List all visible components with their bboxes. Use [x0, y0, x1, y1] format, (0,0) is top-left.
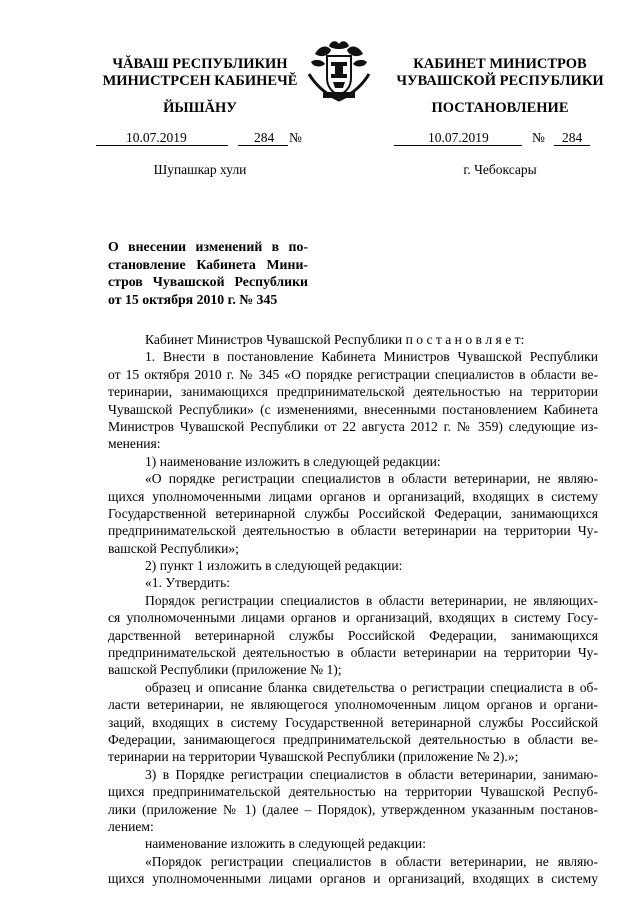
date-underline-left — [96, 145, 228, 146]
body-line: ласти ветеринарии, не являющегося уполномоченным лицом органов и органи- — [108, 697, 598, 713]
date-underline-right — [394, 145, 522, 146]
body-line: менения: — [108, 436, 161, 452]
body-line: Министров Чувашской Республики от 22 августа 2012 г. № 359) следующие из- — [108, 418, 598, 434]
header-right-line-2: ЧУВАШСКОЙ РЕСПУБЛИКИ — [396, 73, 604, 89]
body-line: теринарии, занимающихся предпринимательской деятельностью на территории — [108, 384, 598, 400]
number-sign-right: № — [532, 130, 545, 145]
header-right-line-1: КАБИНЕТ МИНИСТРОВ — [413, 56, 587, 72]
subject-line: О внесении изменений в по- — [108, 239, 308, 254]
number-left: 284 — [254, 130, 275, 145]
subject-line: стров Чувашской Республики — [108, 274, 308, 289]
body-line: «1. Утвердить: — [145, 575, 231, 591]
body-line: Государственной ветеринарной службы Российской Федерации, занимающихся — [108, 505, 598, 521]
document-body — [108, 331, 598, 888]
body-line: 3) в Порядке регистрации специалистов в области ветеринарии, занимаю- — [145, 766, 598, 782]
body-line: теринарии на территории Чувашской Республики (приложение № 2).»; — [108, 749, 519, 765]
body-line: образец и описание бланка свидетельства о регистрации специалиста в об- — [145, 679, 598, 695]
date-line-left — [96, 130, 311, 146]
body-line: дарственной ветеринарной службы Российской Федерации, занимающихся — [108, 627, 598, 643]
document-subject — [108, 238, 308, 308]
subject-line: становление Кабинета Мини- — [108, 256, 308, 272]
body-line: Чувашской Республики» (с изменениями, внесенными постановлением Кабинета — [108, 401, 598, 417]
number-underline-left — [238, 145, 288, 146]
date-left: 10.07.2019 — [126, 130, 187, 145]
number-sign-left: № — [289, 130, 302, 145]
doc-type-right: ПОСТАНОВЛЕНИЕ — [431, 100, 569, 116]
body-line: Кабинет Министров Чувашской Республики п о с т а н о в л я е т: — [145, 332, 525, 347]
body-line: 2) пункт 1 изложить в следующей редакции: — [145, 558, 403, 574]
body-line: «Порядок регистрации специалистов в области ветеринарии, не являю- — [145, 853, 598, 869]
body-line: вашской Республики (приложение № 1); — [108, 662, 342, 678]
body-line: вашской Республики»; — [108, 540, 239, 556]
body-line: от 15 октября 2010 г. № 345 «О порядке регистрации специалистов в области ве- — [108, 366, 598, 382]
number-right: 284 — [562, 130, 583, 145]
date-line-right — [394, 130, 594, 146]
coat-of-arms-icon — [305, 40, 373, 102]
header-left-block — [95, 56, 305, 90]
body-line: лением: — [108, 818, 154, 834]
body-line: предпринимательской деятельностью в области ветеринарии на территории Чу- — [108, 523, 598, 539]
city-right: г. Чебоксары — [463, 162, 537, 177]
body-line: щихся уполномоченными лицами органов и организаций, входящих в систему — [108, 871, 598, 887]
body-line: наименование изложить в следующей редакции: — [145, 836, 426, 852]
body-line: Порядок регистрации специалистов в области ветеринарии, не являющих- — [145, 592, 598, 608]
body-line: «О порядке регистрации специалистов в области ветеринарии, не являю- — [145, 471, 598, 487]
body-line: ся уполномоченными лицами органов и организаций, входящих в систему Госу- — [108, 610, 598, 626]
doc-type-left: ЙЫШĂНУ — [163, 100, 237, 116]
number-underline-right — [554, 145, 590, 146]
subject-line: от 15 октября 2010 г. № 345 — [108, 291, 278, 307]
date-right: 10.07.2019 — [428, 130, 489, 145]
body-line: 1. Внести в постановление Кабинета Министров Чувашской Республики — [145, 349, 598, 365]
header-right-block — [385, 56, 615, 90]
header-left-line-1: ЧĂВАШ РЕСПУБЛИКИН — [112, 56, 288, 72]
body-line: Федерации, занимающегося предпринимательской деятельностью в области ве- — [108, 731, 598, 747]
body-line: лики (приложение № 1) (далее – Порядок), утвержденном указанным постанов- — [108, 801, 598, 817]
body-line: заций, входящих в систему Государственной ветеринарной службы Российской — [108, 714, 598, 730]
city-left: Шупашкар хули — [153, 162, 247, 177]
body-line: 1) наименование изложить в следующей редакции: — [145, 453, 441, 469]
body-line: щихся предпринимательской деятельностью на территории Чувашской Респуб- — [108, 784, 598, 800]
header-left-line-2: МИНИСТРСЕН КАБИНЕЧĔ — [102, 73, 298, 89]
body-line: щихся уполномоченными лицами органов и организаций, входящих в систему — [108, 488, 598, 504]
body-line: предпринимательской деятельностью в области ветеринарии на территории Чу- — [108, 645, 598, 661]
